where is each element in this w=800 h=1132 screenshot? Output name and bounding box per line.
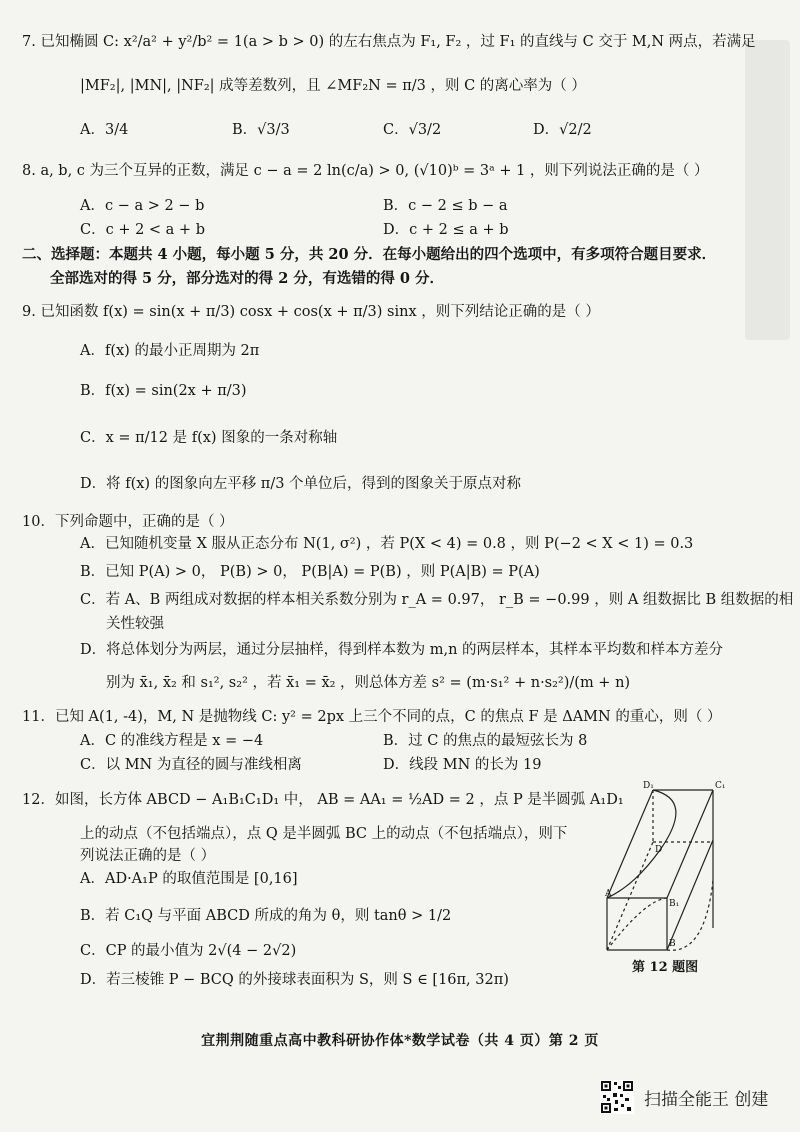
q10-option-c-line2: 关性较强 (106, 616, 164, 632)
q8-stem: 8. a, b, c 为三个互异的正数，满足 c − a = 2 ln(c/a) > 0, (√10)ᵇ = 3ᵃ + 1 ，则下列说法正确的是（ ） (22, 163, 709, 179)
q10-option-a: A．已知随机变量 X 服从正态分布 N(1, σ²) ，若 P(X < 4) = 0.8 ，则 P(−2 < X < 1) = 0.3 (80, 536, 694, 552)
q10-option-d-line2: 别为 x̄₁, x̄₂ 和 s₁², s₂² ，若 x̄₁ = x̄₂ ，则总体方差 s² = (m·s₁² + n·s₂²)/(m + n) (106, 675, 631, 691)
q10-option-d-line1: D．将总体划分为两层，通过分层抽样，得到样本数为 m,n 的两层样本，其样本平均数和样本方差分 (80, 642, 724, 658)
semicircle-a1d1 (607, 790, 676, 898)
q8-option-a: A．c − a > 2 − b (80, 198, 205, 214)
figure-caption: 第 12 题图 (632, 960, 699, 975)
label-c1: C₁ (715, 781, 726, 791)
label-b1: B₁ (669, 899, 680, 909)
watermark-text: 扫描全能王 创建 (644, 1089, 769, 1110)
label-d1: D₁ (643, 781, 654, 791)
q12-stem-line3: 列说法正确的是（ ） (80, 848, 216, 864)
q8-option-c: C．c + 2 < a + b (80, 222, 205, 238)
q12-option-c: C．CP 的最小值为 2√(4 − 2√2) (80, 943, 297, 959)
q9-stem: 9. 已知函数 f(x) = sin(x + π/3) cosx + cos(x + π/3) sinx ，则下列结论正确的是（ ） (22, 304, 600, 320)
q11-stem: 11．已知 A(1, -4)，M, N 是抛物线 C: y² = 2px 上三个不同的点，C 的焦点 F 是 ΔAMN 的重心，则（ ） (22, 709, 722, 725)
q11-option-c: C．以 MN 为直径的圆与准线相离 (80, 757, 302, 773)
q11-option-b: B．过 C 的焦点的最短弦长为 8 (383, 733, 588, 749)
qr-code-icon (600, 1080, 634, 1114)
section2-instructions-line1: 二、选择题：本题共 4 小题，每小题 5 分，共 20 分．在每小题给出的四个选项中，有多项符合题目要求． (22, 246, 717, 263)
q11-option-a: A．C 的准线方程是 x = −4 (80, 733, 264, 749)
q7-option-c: C．√3/2 (383, 122, 442, 138)
q12-option-b: B．若 C₁Q 与平面 ABCD 所成的角为 θ，则 tanθ > 1/2 (80, 908, 452, 924)
q7-option-a: A．3/4 (80, 122, 129, 138)
q9-option-a: A．f(x) 的最小正周期为 2π (80, 343, 260, 359)
q8-option-d: D．c + 2 ≤ a + b (383, 222, 509, 238)
q12-stem-line1: 12．如图，长方体 ABCD − A₁B₁C₁D₁ 中， AB = AA₁ = ½AD = 2 ，点 P 是半圆弧 A₁D₁ (22, 792, 624, 808)
q7-option-b: B．√3/3 (232, 122, 290, 138)
q9-option-c: C．x = π/12 是 f(x) 图象的一条对称轴 (80, 430, 338, 446)
q7-stem-line1: 7. 已知椭圆 C: x²/a² + y²/b² = 1(a > b > 0) 的左右焦点为 F₁, F₂ ，过 F₁ 的直线与 C 交于 M,N 两点，若满足 (22, 34, 756, 50)
label-d: D (655, 845, 663, 855)
aux-line (607, 898, 667, 950)
section2-instructions-line2: 全部选对的得 5 分，部分选对的得 2 分，有选错的得 0 分． (50, 270, 445, 287)
q9-option-d: D．将 f(x) 的图象向左平移 π/3 个单位后，得到的图象关于原点对称 (80, 476, 522, 492)
q12-stem-line2: 上的动点（不包括端点），点 Q 是半圆弧 BC 上的动点（不包括端点），则下 (80, 826, 568, 842)
q10-stem: 10．下列命题中，正确的是（ ） (22, 514, 234, 530)
q12-cuboid-figure (605, 780, 745, 980)
q10-option-b: B．已知 P(A) > 0， P(B) > 0， P(B|A) = P(B) ，则 P(A|B) = P(A) (80, 564, 540, 580)
q12-option-a: A．AD·A₁P 的取值范围是 [0,16] (80, 871, 298, 887)
edge-d1-a1 (607, 790, 653, 898)
q11-option-d: D．线段 MN 的长为 19 (383, 757, 542, 773)
label-b: B (669, 939, 676, 949)
scanner-watermark (600, 1080, 768, 1114)
q7-stem-line2: |MF₂|, |MN|, |NF₂| 成等差数列，且 ∠MF₂N = π/3 ，则 C 的离心率为（ ） (80, 78, 586, 94)
q9-option-b: B．f(x) = sin(2x + π/3) (80, 383, 247, 399)
page-footer: 宜荆荆随重点高中教科研协作体*数学试卷（共 4 页）第 2 页 (201, 1033, 599, 1049)
q12-option-d: D．若三棱锥 P − BCQ 的外接球表面积为 S，则 S ∈ [16π, 32π) (80, 972, 509, 988)
q10-option-c-line1: C．若 A、B 两组成对数据的样本相关系数分别为 r_A = 0.97， r_B = −0.99 ，则 A 组数据比 B 组数据的相 (80, 592, 794, 608)
edge-b-c (667, 840, 713, 950)
bleed-through-mark (745, 40, 790, 340)
q8-option-b: B．c − 2 ≤ b − a (383, 198, 508, 214)
label-a: A (605, 889, 612, 899)
edge-c1-b1 (667, 790, 713, 898)
q7-option-d: D．√2/2 (533, 122, 592, 138)
edge-a-d (607, 842, 653, 950)
